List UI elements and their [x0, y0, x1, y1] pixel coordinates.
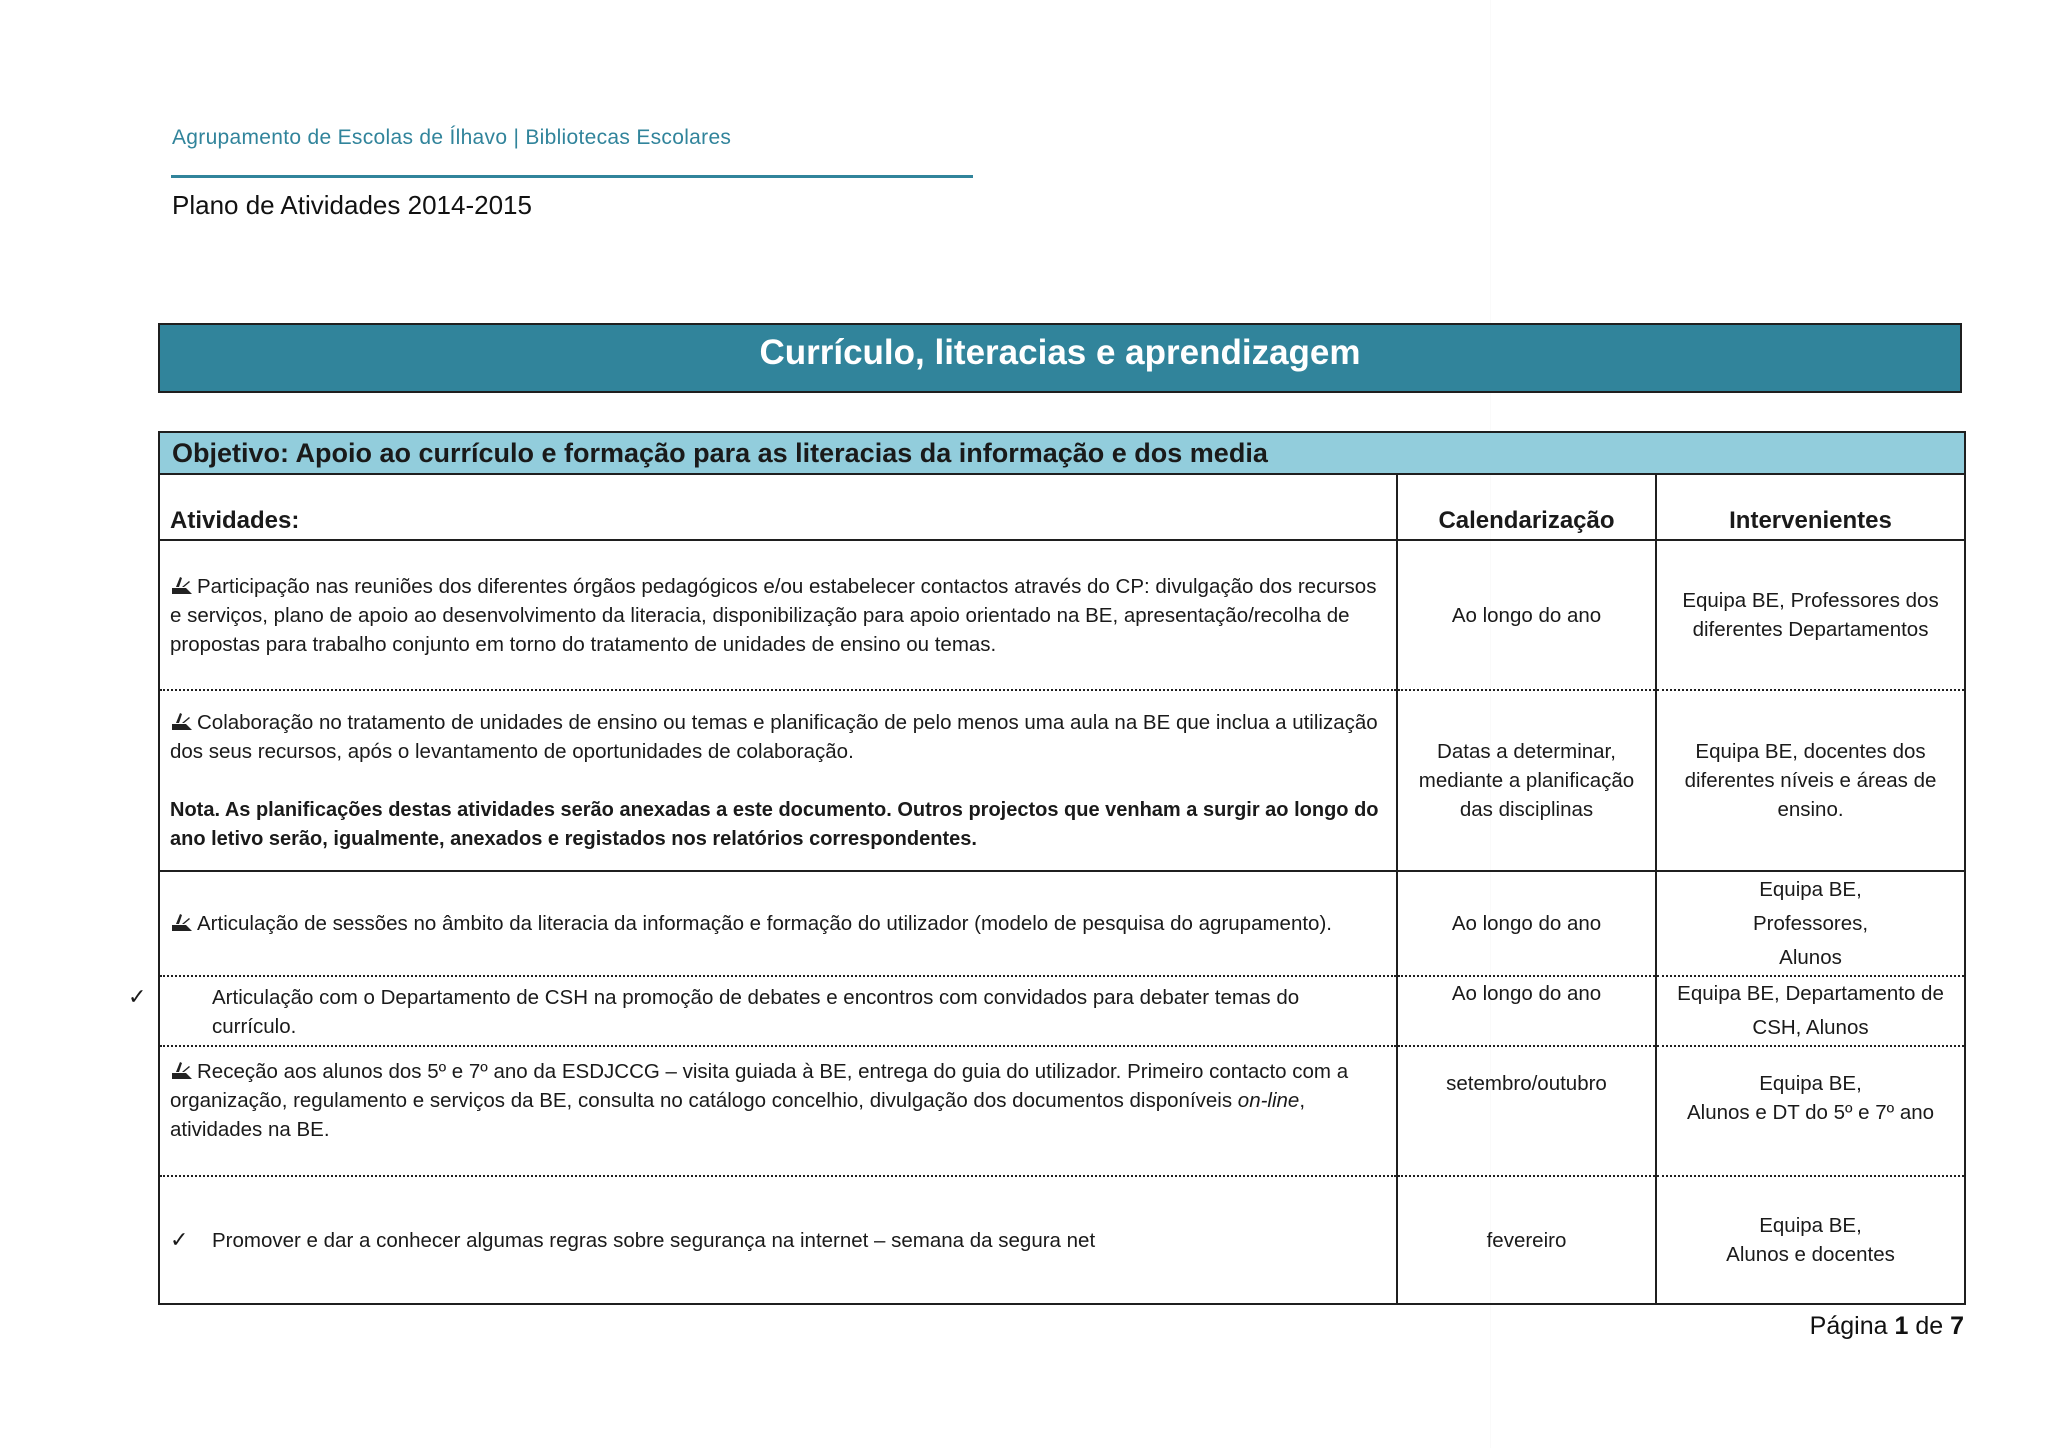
activities-table [128, 431, 1966, 1305]
table-row [159, 871, 1965, 976]
check-icon: ✓ [128, 983, 147, 1009]
activity-note: Nota. As planificações destas atividades serão anexadas a este documento. Outros projectos que venham a surgir ao longo do ano letivo serão, igualmente, anexados e registados nos relatórios correspondentes. [170, 798, 1379, 850]
schedule-cell: fevereiro [1397, 1176, 1656, 1304]
column-header-participants: Intervenientes [1656, 474, 1965, 540]
table-row [159, 1176, 1965, 1304]
activity-cell: Participação nas reuniões dos diferentes órgãos pedagógicos e/ou estabelecer contactos através do CP: divulgação dos recursos e serviços, plano de apoio ao desenvolvimento da literacia, disponibilização para apoio orientado na BE, apresentação/recolha de propostas para trabalho conjunto em torno do tratamento de unidades de ensino ou temas. [159, 540, 1397, 690]
activity-cell: ✓ Promover e dar a conhecer algumas regras sobre segurança na internet – semana da segura net [159, 1176, 1397, 1304]
hand-writing-icon [170, 574, 194, 596]
hand-writing-icon [170, 1059, 194, 1081]
hand-writing-icon [170, 911, 194, 933]
objective-row: Objetivo: Apoio ao currículo e formação para as literacias da informação e dos media [159, 432, 1965, 474]
activity-cell: Colaboração no tratamento de unidades de ensino ou temas e planificação de pelo menos uma aula na BE que inclua a utilização dos seus recursos, após o levantamento de oportunidades de colaboração. Nota. As planificações destas atividades serão anexadas a este documento. Outros projectos que venham a surgir ao longo do ano letivo serão, igualmente, anexados e registados nos relatórios correspondentes. [159, 690, 1397, 871]
schedule-cell: Ao longo do ano [1397, 540, 1656, 690]
participants-cell: Equipa BE, Alunos e DT do 5º e 7º ano [1656, 1046, 1965, 1176]
activity-cell: Articulação de sessões no âmbito da literacia da informação e formação do utilizador (modelo de pesquisa do agrupamento). [159, 871, 1397, 976]
table-row [159, 690, 1965, 871]
table-row [159, 1046, 1965, 1176]
organization-header: Agrupamento de Escolas de Ílhavo | Bibliotecas Escolares [172, 126, 732, 149]
schedule-cell: Ao longo do ano [1397, 976, 1656, 1046]
participants-cell: Equipa BE, Departamento de CSH, Alunos [1656, 976, 1965, 1046]
page-footer: Página 1 de 7 [1809, 1312, 1964, 1340]
participants-cell: Equipa BE, Alunos e docentes [1656, 1176, 1965, 1304]
plan-title: Plano de Atividades 2014-2015 [172, 190, 532, 220]
participants-cell: Equipa BE, Professores dos diferentes Departamentos [1656, 540, 1965, 690]
participants-cell: Equipa BE, Professores, Alunos [1656, 871, 1965, 976]
column-header-activities: Atividades: [159, 474, 1397, 540]
header-rule [171, 175, 973, 178]
check-icon: ✓ [170, 1227, 189, 1252]
section-banner: Currículo, literacias e aprendizagem [158, 323, 1962, 393]
schedule-cell: Ao longo do ano [1397, 871, 1656, 976]
schedule-cell: Datas a determinar, mediante a planificação das disciplinas [1397, 690, 1656, 871]
table-row [159, 540, 1965, 690]
participants-cell: Equipa BE, docentes dos diferentes níveis e áreas de ensino. [1656, 690, 1965, 871]
activity-cell: ✓ Articulação com o Departamento de CSH na promoção de debates e encontros com convidados para debater temas do currículo. [159, 976, 1397, 1046]
table-row [159, 976, 1965, 1046]
schedule-cell: setembro/outubro [1397, 1046, 1656, 1176]
column-header-schedule: Calendarização [1397, 474, 1656, 540]
activity-cell: Receção aos alunos dos 5º e 7º ano da ESDJCCG – visita guiada à BE, entrega do guia do utilizador. Primeiro contacto com a organização, regulamento e serviços da BE, consulta no catálogo concelhio, divulgação dos documentos disponíveis on-line, atividades na BE. [159, 1046, 1397, 1176]
hand-writing-icon [170, 710, 194, 732]
